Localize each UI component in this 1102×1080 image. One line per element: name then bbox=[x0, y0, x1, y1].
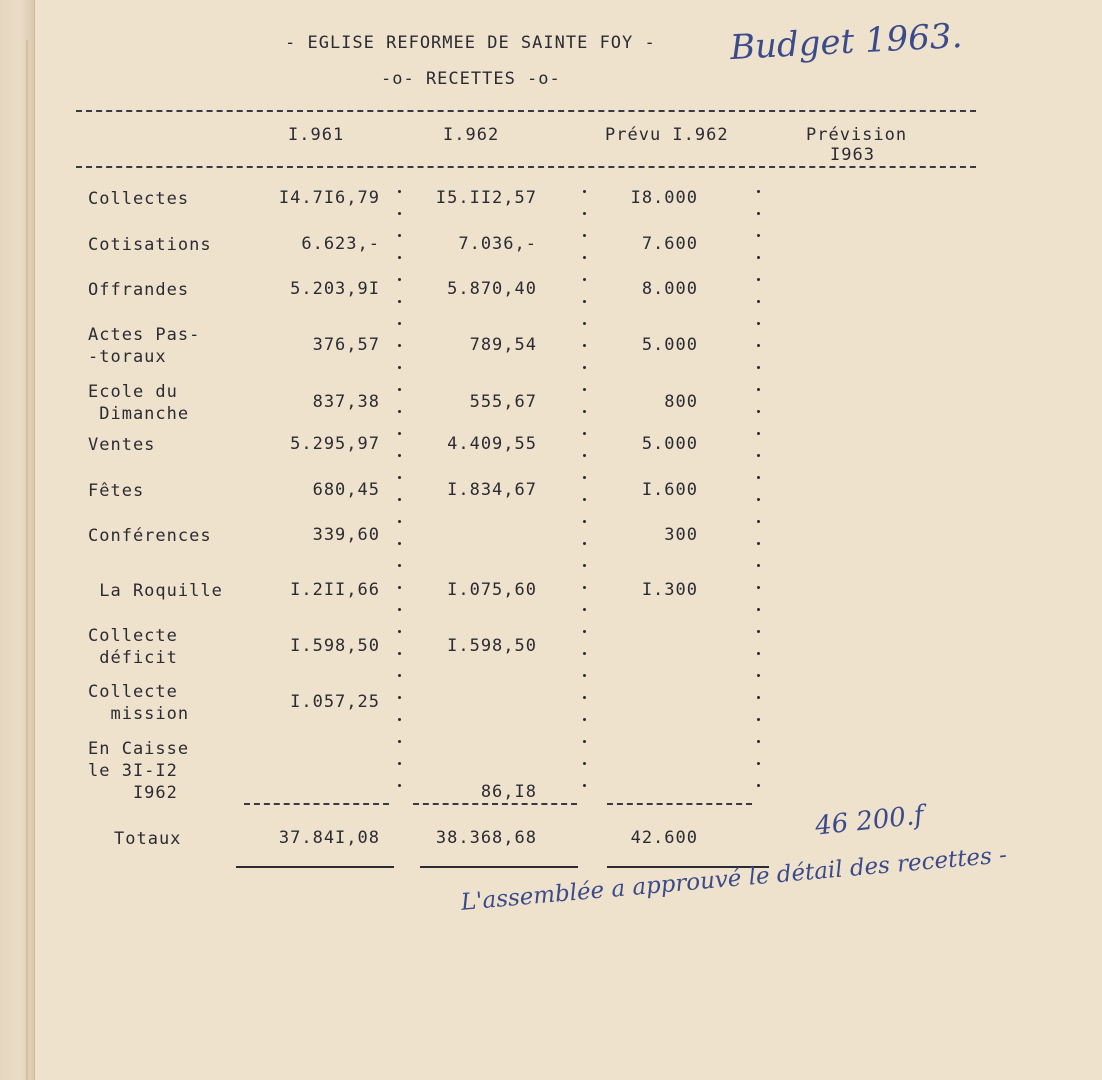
leader-dot bbox=[583, 498, 586, 501]
row-label-line: -toraux bbox=[88, 347, 167, 367]
leader-dot bbox=[583, 476, 586, 479]
page-edge bbox=[0, 0, 35, 1080]
leader-dot bbox=[583, 388, 586, 391]
row-label-line: I962 bbox=[88, 783, 178, 803]
row-label bbox=[88, 681, 189, 725]
row-label-line: En Caisse bbox=[88, 739, 190, 759]
row-label-line: Collecte bbox=[88, 626, 178, 646]
leader-dot bbox=[398, 476, 401, 479]
leader-dot bbox=[398, 740, 401, 743]
header-rule-top bbox=[76, 110, 976, 112]
leader-dot bbox=[583, 520, 586, 523]
leader-dot bbox=[398, 366, 401, 369]
leader-dot bbox=[757, 256, 760, 259]
leader-dot bbox=[398, 784, 401, 787]
total-rule-1961 bbox=[244, 803, 389, 805]
total-rule-1962 bbox=[413, 803, 577, 805]
row-value-prevu-1962: I8.000 bbox=[630, 188, 698, 208]
leader-dot bbox=[757, 564, 760, 567]
row-label-line: La Roquille bbox=[88, 581, 223, 601]
leader-dot bbox=[757, 608, 760, 611]
row-value-prevu-1962: 7.600 bbox=[641, 234, 698, 254]
row-value-1961: I.2II,66 bbox=[290, 580, 380, 600]
leader-dot bbox=[398, 388, 401, 391]
leader-dot bbox=[757, 190, 760, 193]
leader-dot bbox=[757, 278, 760, 281]
col-header-prevision-1963 bbox=[806, 125, 907, 165]
row-value-1962: 789,54 bbox=[469, 335, 537, 355]
dot-leader-1 bbox=[398, 190, 402, 800]
leader-dot bbox=[583, 608, 586, 611]
row-label-line: déficit bbox=[88, 648, 178, 668]
leader-dot bbox=[398, 718, 401, 721]
row-value-1962: I.834,67 bbox=[447, 480, 537, 500]
col-header-prevu-1962: Prévu I.962 bbox=[605, 125, 729, 145]
leader-dot bbox=[757, 322, 760, 325]
leader-dot bbox=[757, 366, 760, 369]
row-value-prevu-1962: I.300 bbox=[641, 580, 698, 600]
leader-dot bbox=[583, 586, 586, 589]
leader-dot bbox=[583, 366, 586, 369]
leader-dot bbox=[398, 454, 401, 457]
row-value-1961: 376,57 bbox=[312, 335, 380, 355]
leader-dot bbox=[398, 762, 401, 765]
row-value-1961: I.598,50 bbox=[290, 636, 380, 656]
leader-dot bbox=[757, 212, 760, 215]
col-header-prevision-line1: Prévision bbox=[806, 125, 908, 145]
handwritten-approval-note: L'assemblée a approuvé le détail des recettes - bbox=[459, 842, 1008, 916]
leader-dot bbox=[757, 652, 760, 655]
total-underline-1961 bbox=[236, 866, 394, 868]
leader-dot bbox=[398, 300, 401, 303]
row-label-line: Conférences bbox=[88, 526, 212, 546]
leader-dot bbox=[757, 630, 760, 633]
row-value-1961: 837,38 bbox=[312, 392, 380, 412]
leader-dot bbox=[398, 696, 401, 699]
handwritten-total-1963: 46 200.f bbox=[813, 800, 926, 842]
leader-dot bbox=[757, 696, 760, 699]
leader-dot bbox=[757, 454, 760, 457]
leader-dot bbox=[583, 322, 586, 325]
row-value-prevu-1962: 8.000 bbox=[641, 279, 698, 299]
total-prevu-1962: 42.600 bbox=[630, 828, 698, 848]
leader-dot bbox=[757, 740, 760, 743]
row-label-line: Ventes bbox=[88, 435, 156, 455]
row-value-1962: 86,I8 bbox=[480, 782, 537, 802]
row-label-line: Dimanche bbox=[88, 404, 190, 424]
row-label bbox=[88, 234, 212, 256]
leader-dot bbox=[757, 586, 760, 589]
row-value-1962: 555,67 bbox=[469, 392, 537, 412]
col-header-1962: I.962 bbox=[443, 125, 500, 145]
leader-dot bbox=[583, 696, 586, 699]
leader-dot bbox=[398, 212, 401, 215]
row-value-1961: I4.7I6,79 bbox=[278, 188, 380, 208]
leader-dot bbox=[398, 432, 401, 435]
row-value-1962: 7.036,- bbox=[458, 234, 537, 254]
leader-dot bbox=[583, 740, 586, 743]
row-value-1961: I.057,25 bbox=[290, 692, 380, 712]
row-label-line: Collecte bbox=[88, 682, 178, 702]
leader-dot bbox=[757, 718, 760, 721]
leader-dot bbox=[583, 234, 586, 237]
leader-dot bbox=[757, 674, 760, 677]
leader-dot bbox=[398, 630, 401, 633]
row-value-1961: 339,60 bbox=[312, 525, 380, 545]
row-label bbox=[88, 525, 212, 547]
leader-dot bbox=[398, 652, 401, 655]
total-rule-prevu bbox=[607, 803, 752, 805]
total-1961: 37.84I,08 bbox=[278, 828, 380, 848]
row-label-line: Collectes bbox=[88, 189, 190, 209]
row-label bbox=[88, 434, 155, 456]
row-value-prevu-1962: 5.000 bbox=[641, 434, 698, 454]
row-value-1961: 5.295,97 bbox=[290, 434, 380, 454]
row-value-prevu-1962: I.600 bbox=[641, 480, 698, 500]
leader-dot bbox=[398, 190, 401, 193]
row-label bbox=[88, 480, 144, 502]
row-value-1962: I5.II2,57 bbox=[435, 188, 537, 208]
leader-dot bbox=[583, 300, 586, 303]
leader-dot bbox=[583, 542, 586, 545]
row-label bbox=[88, 625, 178, 669]
leader-dot bbox=[583, 762, 586, 765]
leader-dot bbox=[583, 278, 586, 281]
leader-dot bbox=[398, 234, 401, 237]
row-label bbox=[88, 580, 223, 602]
leader-dot bbox=[757, 762, 760, 765]
row-label-line: Fêtes bbox=[88, 481, 145, 501]
leader-dot bbox=[583, 190, 586, 193]
row-label-line: Ecole du bbox=[88, 382, 178, 402]
leader-dot bbox=[583, 212, 586, 215]
col-header-prevision-line2: I963 bbox=[830, 145, 875, 165]
handwritten-budget: Budget 1963. bbox=[729, 15, 964, 69]
row-label-line: mission bbox=[88, 704, 190, 724]
row-label bbox=[88, 738, 189, 804]
leader-dot bbox=[398, 256, 401, 259]
leader-dot bbox=[757, 784, 760, 787]
leader-dot bbox=[583, 718, 586, 721]
row-label-line: Actes Pas- bbox=[88, 325, 201, 345]
leader-dot bbox=[583, 432, 586, 435]
page-fold bbox=[26, 40, 28, 1080]
leader-dot bbox=[398, 542, 401, 545]
document-subtitle: -o- RECETTES -o- bbox=[381, 69, 561, 89]
leader-dot bbox=[757, 388, 760, 391]
leader-dot bbox=[583, 344, 586, 347]
row-value-1961: 6.623,- bbox=[301, 234, 380, 254]
row-value-1961: 5.203,9I bbox=[290, 279, 380, 299]
leader-dot bbox=[398, 278, 401, 281]
leader-dot bbox=[757, 476, 760, 479]
leader-dot bbox=[757, 234, 760, 237]
leader-dot bbox=[583, 564, 586, 567]
leader-dot bbox=[583, 630, 586, 633]
row-label bbox=[88, 188, 189, 210]
leader-dot bbox=[757, 300, 760, 303]
dot-leader-3 bbox=[757, 190, 761, 800]
leader-dot bbox=[398, 520, 401, 523]
leader-dot bbox=[757, 344, 760, 347]
document-title: - EGLISE REFORMEE DE SAINTE FOY - bbox=[285, 33, 656, 53]
leader-dot bbox=[398, 674, 401, 677]
row-value-1962: I.075,60 bbox=[447, 580, 537, 600]
row-value-prevu-1962: 800 bbox=[664, 392, 698, 412]
row-label bbox=[88, 324, 200, 368]
row-value-prevu-1962: 5.000 bbox=[641, 335, 698, 355]
row-value-1962: I.598,50 bbox=[447, 636, 537, 656]
leader-dot bbox=[583, 454, 586, 457]
dot-leader-2 bbox=[583, 190, 587, 800]
row-label-line: Cotisations bbox=[88, 235, 212, 255]
leader-dot bbox=[398, 586, 401, 589]
col-header-1961: I.961 bbox=[288, 125, 345, 145]
totals-label: Totaux bbox=[114, 829, 182, 849]
leader-dot bbox=[757, 410, 760, 413]
leader-dot bbox=[398, 322, 401, 325]
total-1962: 38.368,68 bbox=[435, 828, 537, 848]
leader-dot bbox=[757, 432, 760, 435]
leader-dot bbox=[398, 608, 401, 611]
row-value-prevu-1962: 300 bbox=[664, 525, 698, 545]
leader-dot bbox=[583, 410, 586, 413]
leader-dot bbox=[398, 344, 401, 347]
leader-dot bbox=[583, 674, 586, 677]
total-underline-1962 bbox=[420, 866, 578, 868]
header-rule-bottom bbox=[76, 166, 976, 168]
leader-dot bbox=[757, 498, 760, 501]
row-value-1961: 680,45 bbox=[312, 480, 380, 500]
leader-dot bbox=[757, 520, 760, 523]
row-value-1962: 4.409,55 bbox=[447, 434, 537, 454]
row-value-1962: 5.870,40 bbox=[447, 279, 537, 299]
leader-dot bbox=[757, 542, 760, 545]
row-label bbox=[88, 381, 189, 425]
leader-dot bbox=[398, 410, 401, 413]
leader-dot bbox=[398, 498, 401, 501]
row-label-line: le 3I-I2 bbox=[88, 761, 178, 781]
row-label-line: Offrandes bbox=[88, 280, 190, 300]
leader-dot bbox=[398, 564, 401, 567]
leader-dot bbox=[583, 784, 586, 787]
row-label bbox=[88, 279, 189, 301]
leader-dot bbox=[583, 256, 586, 259]
leader-dot bbox=[583, 652, 586, 655]
